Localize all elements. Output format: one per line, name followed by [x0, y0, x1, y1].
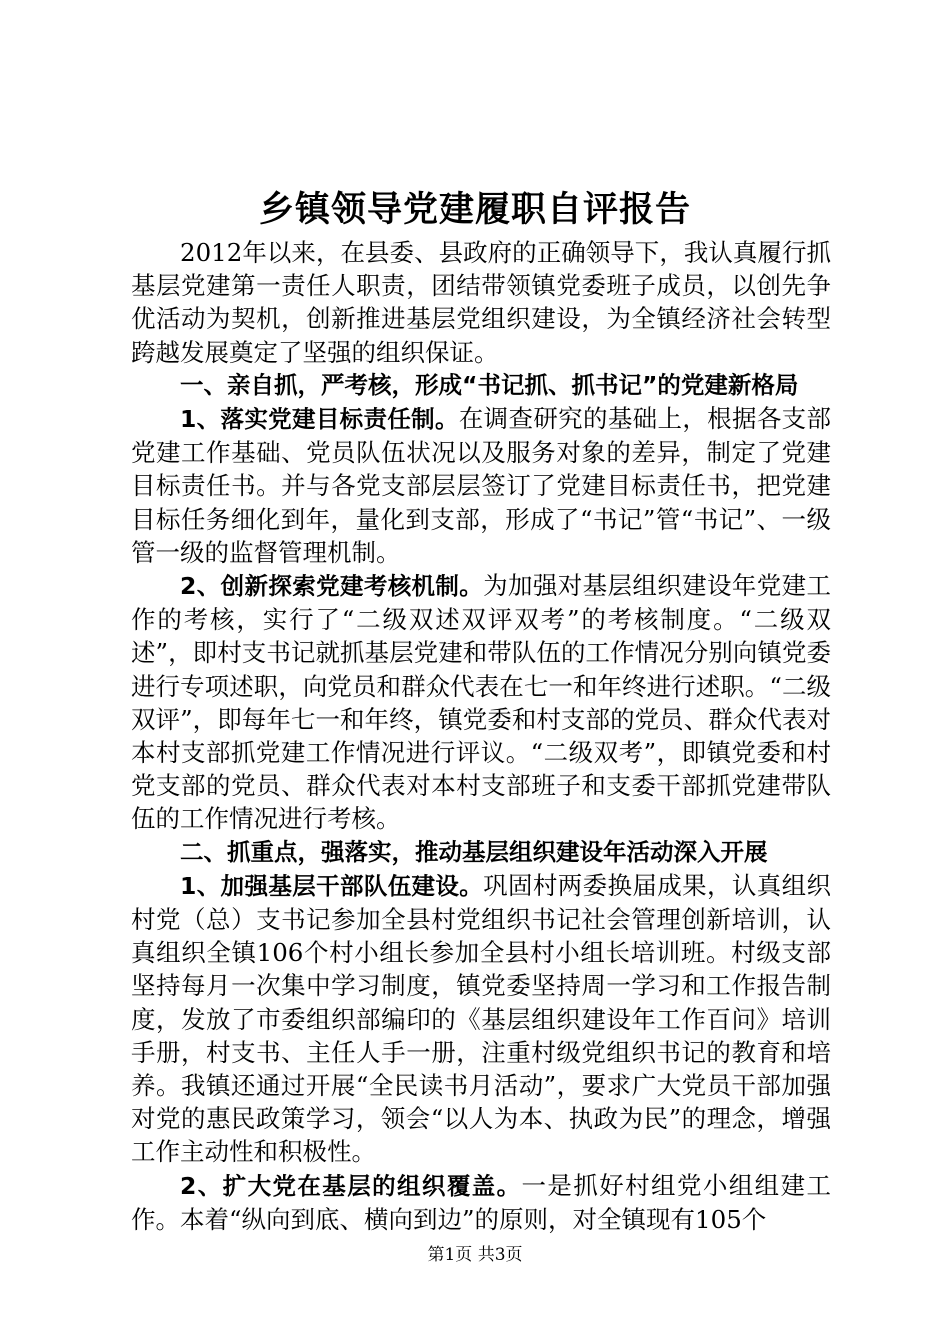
intro-paragraph: 2012年以来，在县委、县政府的正确领导下，我认真履行抓基层党建第一责任人职责，团结带领镇党委班子成员，以创先争优活动为契机，创新推进基层党组织建设，为全镇经济社会转型跨越发展奠定了坚强的组织保证。	[131, 238, 831, 367]
section-1-item-1	[131, 402, 831, 569]
document-body	[131, 236, 831, 1236]
section-1-item-1-body: 在调查研究的基础上，根据各支部党建工作基础、党员队伍状况以及服务对象的差异，制定了党建目标责任书。并与各党支部层层签订了党建目标责任书，把党建目标任务细化到年，量化到支部，形成了“书记”管“书记”、一级管一级的监督管理机制。	[131, 404, 831, 567]
section-1-item-2-lead: 2、创新探索党建考核机制。	[180, 572, 484, 601]
section-1-item-2	[131, 569, 831, 836]
section-1-heading: 一、亲自抓，严考核，形成“书记抓、抓书记”的党建新格局	[180, 370, 799, 399]
section-2-item-2-lead: 2、扩大党在基层的组织覆盖。	[180, 1171, 522, 1200]
section-2-item-1	[131, 869, 831, 1169]
section-1-item-1-lead: 1、落实党建目标责任制。	[180, 405, 459, 434]
page-number-footer: 第1页 共3页	[427, 1245, 523, 1265]
section-2-heading: 二、抓重点，强落实，推动基层组织建设年活动深入开展	[180, 837, 768, 866]
section-2-item-1-body: 巩固村两委换届成果，认真组织村党（总）支书记参加全县村党组织书记社会管理创新培训，认真组织全镇106个村小组长参加全县村小组长培训班。村级支部坚持每月一次集中学习制度，镇党委坚持周一学习和工作报告制度，发放了市委组织部编印的《基层组织建设年工作百问》培训手册，村支书、主任人手一册，注重村级党组织书记的教育和培养。我镇还通过开展“全民读书月活动”，要求广大党员干部加强对党的惠民政策学习，领会“以人为本、执政为民”的理念，增强工作主动性和积极性。	[131, 870, 831, 1167]
section-2-item-2-body: 一是抓好村组党小组组建工作。本着“纵向到底、横向到边”的原则，对全镇现有105个	[131, 1170, 831, 1234]
section-2-item-2	[131, 1169, 831, 1236]
section-2-item-1-lead: 1、加强基层干部队伍建设。	[180, 871, 484, 900]
document-title: 乡镇领导党建履职自评报告	[258, 190, 691, 230]
section-1-item-2-body: 为加强对基层组织建设年党建工作的考核，实行了“二级双述双评双考”的考核制度。“二级双述”，即村支书记就抓基层党建和带队伍的工作情况分别向镇党委进行专项述职，向党员和群众代表在七一和年终进行述职。“二级双评”，即每年七一和年终，镇党委和村支部的党员、群众代表对本村支部抓党建工作情况进行评议。“二级双考”，即镇党委和村党支部的党员、群众代表对本村支部班子和支委干部抓党建带队伍的工作情况进行考核。	[131, 571, 831, 834]
